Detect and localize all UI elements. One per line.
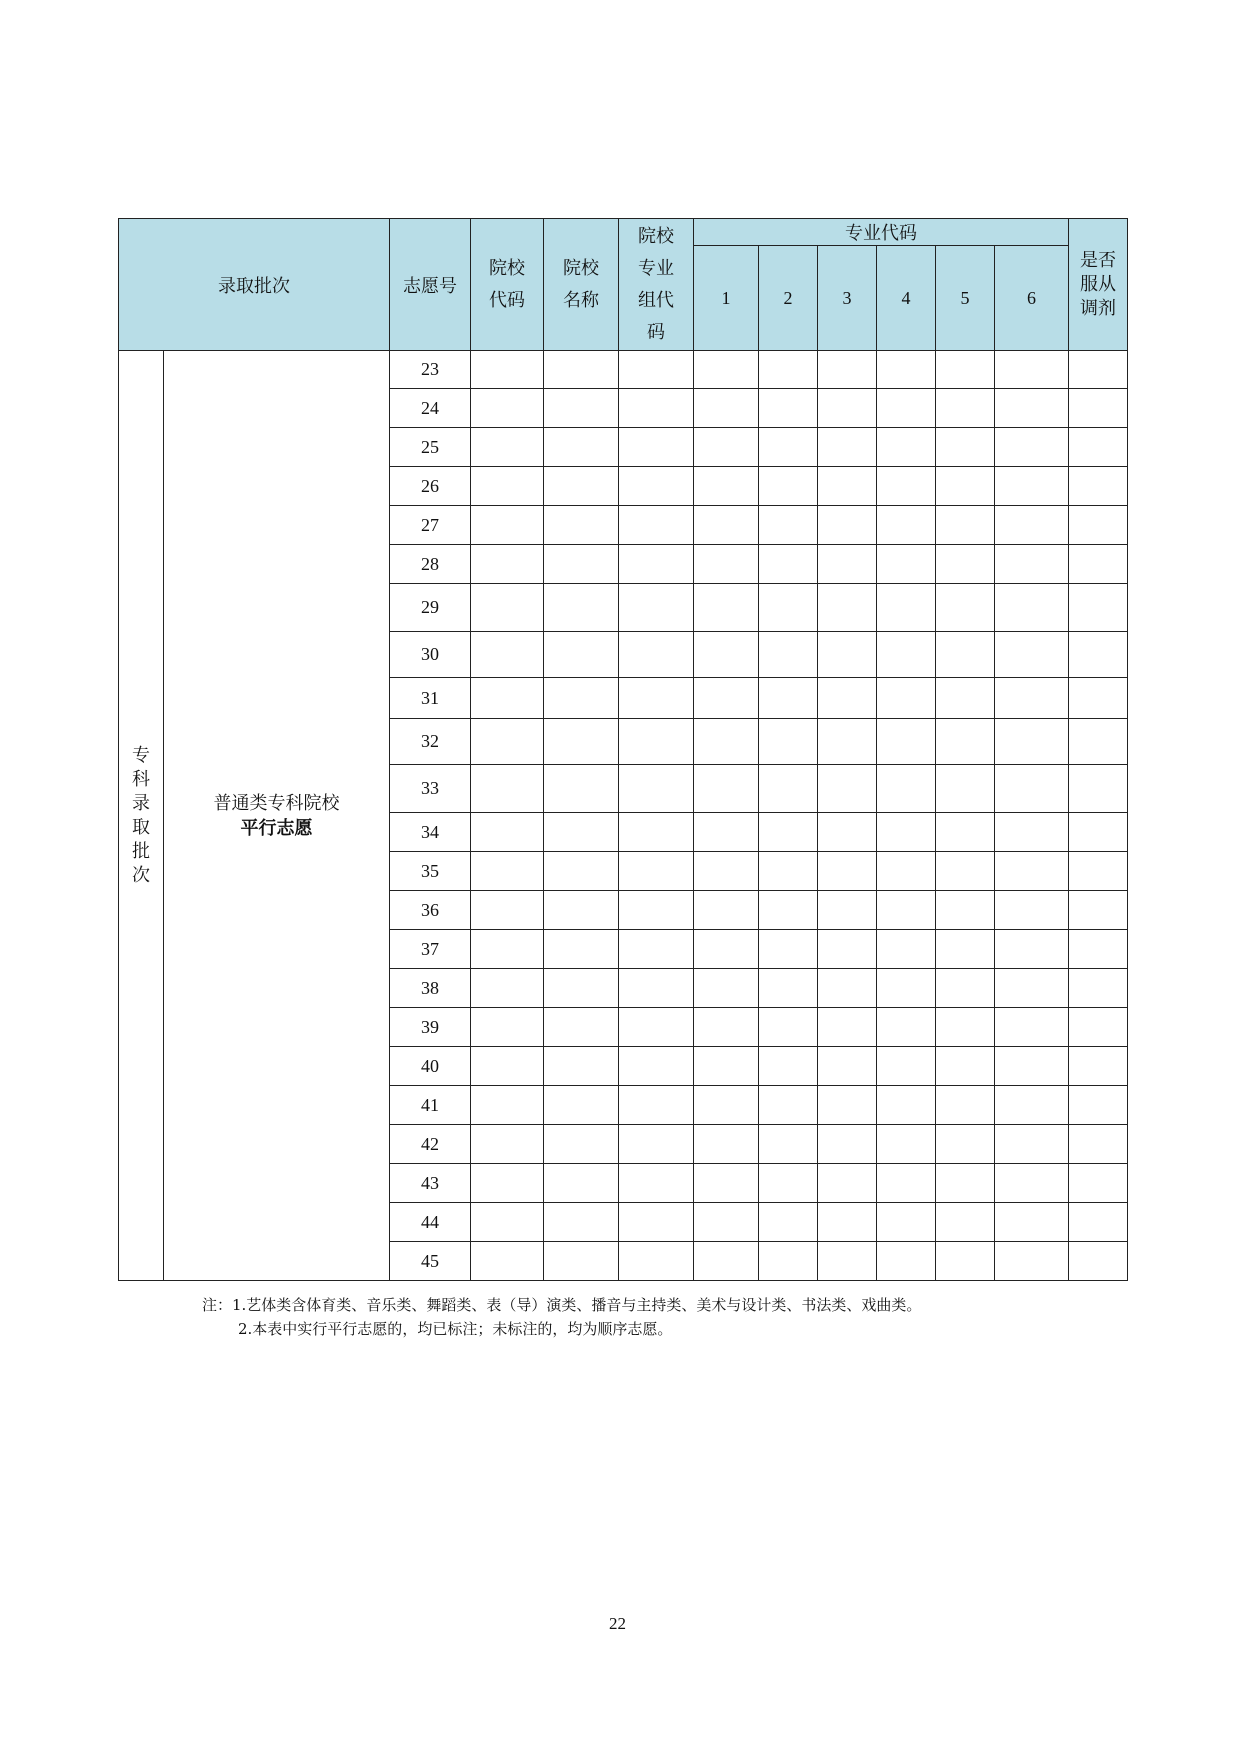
major-1-cell[interactable] <box>694 1164 759 1203</box>
adjust-cell[interactable] <box>1069 1047 1128 1086</box>
major-3-cell[interactable] <box>818 584 877 632</box>
adjust-cell[interactable] <box>1069 852 1128 891</box>
major-1-cell[interactable] <box>694 1203 759 1242</box>
major-2-cell[interactable] <box>759 428 818 467</box>
major-4-cell[interactable] <box>877 678 936 719</box>
major-5-cell[interactable] <box>936 719 995 765</box>
major-1-cell[interactable] <box>694 632 759 678</box>
major-6-cell[interactable] <box>995 891 1069 930</box>
header-major-col-5: 5 <box>936 246 995 351</box>
major-3-cell[interactable] <box>818 891 877 930</box>
header-major-col-4: 4 <box>877 246 936 351</box>
group-code-cell[interactable] <box>619 584 694 632</box>
major-2-cell[interactable] <box>759 678 818 719</box>
major-6-cell[interactable] <box>995 969 1069 1008</box>
major-4-cell[interactable] <box>877 584 936 632</box>
batch-label-char: 批 <box>132 840 150 862</box>
header-major-col-1: 1 <box>694 246 759 351</box>
major-4-cell[interactable] <box>877 389 936 428</box>
major-2-cell[interactable] <box>759 719 818 765</box>
header-school-name: 院校 名称 <box>544 219 619 351</box>
wish-number-cell: 29 <box>390 584 471 632</box>
major-3-cell[interactable] <box>818 852 877 891</box>
school-name-cell[interactable] <box>544 467 619 506</box>
group-code-cell[interactable] <box>619 545 694 584</box>
wish-number-cell: 35 <box>390 852 471 891</box>
wish-number-cell: 33 <box>390 765 471 813</box>
application-form-table <box>118 218 1128 1281</box>
school-code-cell[interactable] <box>471 351 544 389</box>
major-6-cell[interactable] <box>995 852 1069 891</box>
major-2-cell[interactable] <box>759 545 818 584</box>
school-code-cell[interactable] <box>471 1008 544 1047</box>
major-2-cell[interactable] <box>759 1047 818 1086</box>
major-2-cell[interactable] <box>759 765 818 813</box>
wish-number-cell: 30 <box>390 632 471 678</box>
major-5-cell[interactable] <box>936 852 995 891</box>
volunteer-group-label <box>164 351 390 1281</box>
major-2-cell[interactable] <box>759 969 818 1008</box>
adjust-cell[interactable] <box>1069 813 1128 852</box>
school-name-cell[interactable] <box>544 1086 619 1125</box>
adjust-cell[interactable] <box>1069 765 1128 813</box>
major-2-cell[interactable] <box>759 813 818 852</box>
wish-number-cell: 25 <box>390 428 471 467</box>
school-code-cell[interactable] <box>471 852 544 891</box>
school-name-cell[interactable] <box>544 930 619 969</box>
school-code-cell[interactable] <box>471 545 544 584</box>
school-name-cell[interactable] <box>544 1008 619 1047</box>
group-code-cell[interactable] <box>619 389 694 428</box>
major-3-cell[interactable] <box>818 506 877 545</box>
major-5-cell[interactable] <box>936 1086 995 1125</box>
major-6-cell[interactable] <box>995 1203 1069 1242</box>
major-5-cell[interactable] <box>936 1242 995 1281</box>
major-2-cell[interactable] <box>759 584 818 632</box>
major-2-cell[interactable] <box>759 1008 818 1047</box>
major-4-cell[interactable] <box>877 1047 936 1086</box>
school-code-cell[interactable] <box>471 1086 544 1125</box>
major-5-cell[interactable] <box>936 930 995 969</box>
adjust-cell[interactable] <box>1069 1203 1128 1242</box>
adjust-cell[interactable] <box>1069 632 1128 678</box>
group-code-cell[interactable] <box>619 1125 694 1164</box>
wish-number-cell: 26 <box>390 467 471 506</box>
major-4-cell[interactable] <box>877 891 936 930</box>
major-4-cell[interactable] <box>877 813 936 852</box>
major-1-cell[interactable] <box>694 1008 759 1047</box>
major-3-cell[interactable] <box>818 1203 877 1242</box>
school-code-cell[interactable] <box>471 506 544 545</box>
school-name-cell[interactable] <box>544 1164 619 1203</box>
volunteer-group-line-1: 普通类专科院校 <box>213 792 340 814</box>
major-5-cell[interactable] <box>936 1164 995 1203</box>
group-code-cell[interactable] <box>619 813 694 852</box>
wish-number-cell: 41 <box>390 1086 471 1125</box>
major-1-cell[interactable] <box>694 545 759 584</box>
major-6-cell[interactable] <box>995 428 1069 467</box>
school-code-cell[interactable] <box>471 891 544 930</box>
school-name-cell[interactable] <box>544 428 619 467</box>
major-6-cell[interactable] <box>995 678 1069 719</box>
school-name-cell[interactable] <box>544 1203 619 1242</box>
group-code-cell[interactable] <box>619 678 694 719</box>
major-2-cell[interactable] <box>759 1125 818 1164</box>
major-3-cell[interactable] <box>818 969 877 1008</box>
wish-number-cell: 34 <box>390 813 471 852</box>
school-code-cell[interactable] <box>471 969 544 1008</box>
major-4-cell[interactable] <box>877 1008 936 1047</box>
adjust-cell[interactable] <box>1069 351 1128 389</box>
major-3-cell[interactable] <box>818 1164 877 1203</box>
school-code-cell[interactable] <box>471 678 544 719</box>
school-name-cell[interactable] <box>544 584 619 632</box>
header-major-code: 专业代码 <box>694 219 1069 246</box>
major-4-cell[interactable] <box>877 1164 936 1203</box>
major-3-cell[interactable] <box>818 1008 877 1047</box>
notes <box>202 1293 921 1341</box>
adjust-cell[interactable] <box>1069 545 1128 584</box>
major-3-cell[interactable] <box>818 1086 877 1125</box>
major-5-cell[interactable] <box>936 1047 995 1086</box>
adjust-cell[interactable] <box>1069 1086 1128 1125</box>
note-line-2: 2.本表中实行平行志愿的，均已标注；未标注的，均为顺序志愿。 <box>238 1320 673 1338</box>
group-code-cell[interactable] <box>619 852 694 891</box>
group-code-cell[interactable] <box>619 1203 694 1242</box>
school-code-cell[interactable] <box>471 632 544 678</box>
adjust-cell[interactable] <box>1069 1164 1128 1203</box>
school-code-cell[interactable] <box>471 930 544 969</box>
adjust-cell[interactable] <box>1069 891 1128 930</box>
header-major-col-3: 3 <box>818 246 877 351</box>
major-2-cell[interactable] <box>759 1242 818 1281</box>
major-3-cell[interactable] <box>818 765 877 813</box>
group-code-cell[interactable] <box>619 1047 694 1086</box>
major-6-cell[interactable] <box>995 545 1069 584</box>
major-5-cell[interactable] <box>936 351 995 389</box>
major-1-cell[interactable] <box>694 852 759 891</box>
header-major-col-6: 6 <box>995 246 1069 351</box>
group-code-cell[interactable] <box>619 1086 694 1125</box>
wish-number-cell: 45 <box>390 1242 471 1281</box>
school-code-cell[interactable] <box>471 719 544 765</box>
group-code-cell[interactable] <box>619 1242 694 1281</box>
major-3-cell[interactable] <box>818 1242 877 1281</box>
major-6-cell[interactable] <box>995 632 1069 678</box>
major-3-cell[interactable] <box>818 632 877 678</box>
major-6-cell[interactable] <box>995 467 1069 506</box>
major-5-cell[interactable] <box>936 678 995 719</box>
major-1-cell[interactable] <box>694 428 759 467</box>
major-3-cell[interactable] <box>818 1125 877 1164</box>
major-5-cell[interactable] <box>936 891 995 930</box>
major-6-cell[interactable] <box>995 813 1069 852</box>
wish-number-cell: 32 <box>390 719 471 765</box>
batch-label-char: 科 <box>132 768 150 790</box>
school-code-cell[interactable] <box>471 1242 544 1281</box>
school-code-cell[interactable] <box>471 428 544 467</box>
group-code-cell[interactable] <box>619 467 694 506</box>
school-code-cell[interactable] <box>471 1125 544 1164</box>
major-5-cell[interactable] <box>936 813 995 852</box>
major-2-cell[interactable] <box>759 1086 818 1125</box>
major-6-cell[interactable] <box>995 1242 1069 1281</box>
major-5-cell[interactable] <box>936 506 995 545</box>
major-2-cell[interactable] <box>759 1203 818 1242</box>
major-4-cell[interactable] <box>877 428 936 467</box>
major-5-cell[interactable] <box>936 467 995 506</box>
school-name-cell[interactable] <box>544 719 619 765</box>
major-1-cell[interactable] <box>694 351 759 389</box>
major-3-cell[interactable] <box>818 930 877 969</box>
major-3-cell[interactable] <box>818 351 877 389</box>
page-number: 22 <box>609 1614 626 1633</box>
group-code-cell[interactable] <box>619 428 694 467</box>
major-2-cell[interactable] <box>759 351 818 389</box>
major-4-cell[interactable] <box>877 1203 936 1242</box>
group-code-cell[interactable] <box>619 930 694 969</box>
adjust-cell[interactable] <box>1069 1008 1128 1047</box>
major-6-cell[interactable] <box>995 1008 1069 1047</box>
major-1-cell[interactable] <box>694 678 759 719</box>
school-name-cell[interactable] <box>544 545 619 584</box>
adjust-cell[interactable] <box>1069 678 1128 719</box>
school-name-cell[interactable] <box>544 1242 619 1281</box>
major-4-cell[interactable] <box>877 719 936 765</box>
header-school-code: 院校 代码 <box>471 219 544 351</box>
school-code-cell[interactable] <box>471 584 544 632</box>
school-name-cell[interactable] <box>544 678 619 719</box>
major-5-cell[interactable] <box>936 428 995 467</box>
wish-number-cell: 27 <box>390 506 471 545</box>
major-2-cell[interactable] <box>759 852 818 891</box>
major-5-cell[interactable] <box>936 765 995 813</box>
major-2-cell[interactable] <box>759 467 818 506</box>
school-code-cell[interactable] <box>471 1203 544 1242</box>
major-2-cell[interactable] <box>759 1164 818 1203</box>
major-2-cell[interactable] <box>759 632 818 678</box>
volunteer-group-line-2: 平行志愿 <box>240 817 313 839</box>
batch-label-char: 录 <box>132 792 150 814</box>
adjust-cell[interactable] <box>1069 1242 1128 1281</box>
school-name-cell[interactable] <box>544 891 619 930</box>
school-name-cell[interactable] <box>544 1125 619 1164</box>
major-6-cell[interactable] <box>995 351 1069 389</box>
school-name-cell[interactable] <box>544 632 619 678</box>
major-6-cell[interactable] <box>995 765 1069 813</box>
major-1-cell[interactable] <box>694 765 759 813</box>
wish-number-cell: 42 <box>390 1125 471 1164</box>
school-code-cell[interactable] <box>471 467 544 506</box>
major-3-cell[interactable] <box>818 719 877 765</box>
adjust-cell[interactable] <box>1069 506 1128 545</box>
school-code-cell[interactable] <box>471 389 544 428</box>
wish-number-cell: 24 <box>390 389 471 428</box>
group-code-cell[interactable] <box>619 969 694 1008</box>
major-1-cell[interactable] <box>694 506 759 545</box>
adjust-cell[interactable] <box>1069 930 1128 969</box>
major-5-cell[interactable] <box>936 584 995 632</box>
school-name-cell[interactable] <box>544 852 619 891</box>
school-name-cell[interactable] <box>544 813 619 852</box>
header-group-code: 院校 专业 组代 码 <box>619 219 694 351</box>
major-5-cell[interactable] <box>936 969 995 1008</box>
major-4-cell[interactable] <box>877 1125 936 1164</box>
major-6-cell[interactable] <box>995 389 1069 428</box>
major-4-cell[interactable] <box>877 467 936 506</box>
batch-label <box>119 351 164 1281</box>
major-6-cell[interactable] <box>995 719 1069 765</box>
major-4-cell[interactable] <box>877 1242 936 1281</box>
major-6-cell[interactable] <box>995 930 1069 969</box>
major-2-cell[interactable] <box>759 389 818 428</box>
adjust-cell[interactable] <box>1069 969 1128 1008</box>
adjust-cell[interactable] <box>1069 584 1128 632</box>
major-1-cell[interactable] <box>694 813 759 852</box>
school-name-cell[interactable] <box>544 351 619 389</box>
major-2-cell[interactable] <box>759 930 818 969</box>
school-name-cell[interactable] <box>544 389 619 428</box>
school-code-cell[interactable] <box>471 1047 544 1086</box>
major-5-cell[interactable] <box>936 1008 995 1047</box>
group-code-cell[interactable] <box>619 632 694 678</box>
major-3-cell[interactable] <box>818 813 877 852</box>
wish-number-cell: 38 <box>390 969 471 1008</box>
wish-number-cell: 36 <box>390 891 471 930</box>
school-name-cell[interactable] <box>544 1047 619 1086</box>
major-6-cell[interactable] <box>995 1164 1069 1203</box>
major-1-cell[interactable] <box>694 1242 759 1281</box>
major-4-cell[interactable] <box>877 1086 936 1125</box>
major-6-cell[interactable] <box>995 584 1069 632</box>
batch-label-char: 次 <box>132 864 150 886</box>
wish-number-cell: 44 <box>390 1203 471 1242</box>
major-4-cell[interactable] <box>877 969 936 1008</box>
header-major-col-2: 2 <box>759 246 818 351</box>
major-4-cell[interactable] <box>877 506 936 545</box>
group-code-cell[interactable] <box>619 506 694 545</box>
major-4-cell[interactable] <box>877 852 936 891</box>
major-5-cell[interactable] <box>936 632 995 678</box>
wish-number-cell: 39 <box>390 1008 471 1047</box>
school-code-cell[interactable] <box>471 765 544 813</box>
group-code-cell[interactable] <box>619 891 694 930</box>
major-1-cell[interactable] <box>694 930 759 969</box>
major-1-cell[interactable] <box>694 1086 759 1125</box>
major-1-cell[interactable] <box>694 1125 759 1164</box>
major-1-cell[interactable] <box>694 584 759 632</box>
school-name-cell[interactable] <box>544 765 619 813</box>
group-code-cell[interactable] <box>619 765 694 813</box>
batch-label-char: 取 <box>132 816 150 838</box>
school-name-cell[interactable] <box>544 506 619 545</box>
major-2-cell[interactable] <box>759 891 818 930</box>
group-code-cell[interactable] <box>619 1008 694 1047</box>
major-1-cell[interactable] <box>694 389 759 428</box>
major-1-cell[interactable] <box>694 467 759 506</box>
major-2-cell[interactable] <box>759 506 818 545</box>
major-6-cell[interactable] <box>995 1086 1069 1125</box>
batch-label-char: 专 <box>132 744 150 766</box>
major-4-cell[interactable] <box>877 930 936 969</box>
major-5-cell[interactable] <box>936 389 995 428</box>
major-3-cell[interactable] <box>818 467 877 506</box>
major-3-cell[interactable] <box>818 545 877 584</box>
major-3-cell[interactable] <box>818 678 877 719</box>
major-6-cell[interactable] <box>995 1125 1069 1164</box>
major-4-cell[interactable] <box>877 545 936 584</box>
wish-number-cell: 28 <box>390 545 471 584</box>
major-5-cell[interactable] <box>936 1125 995 1164</box>
header-wish-no: 志愿号 <box>390 219 471 351</box>
major-1-cell[interactable] <box>694 891 759 930</box>
major-1-cell[interactable] <box>694 1047 759 1086</box>
major-6-cell[interactable] <box>995 1047 1069 1086</box>
group-code-cell[interactable] <box>619 351 694 389</box>
major-5-cell[interactable] <box>936 1203 995 1242</box>
school-code-cell[interactable] <box>471 813 544 852</box>
major-4-cell[interactable] <box>877 351 936 389</box>
wish-number-cell: 31 <box>390 678 471 719</box>
adjust-cell[interactable] <box>1069 467 1128 506</box>
adjust-cell[interactable] <box>1069 1125 1128 1164</box>
school-code-cell[interactable] <box>471 1164 544 1203</box>
major-4-cell[interactable] <box>877 765 936 813</box>
wish-number-cell: 23 <box>390 351 471 389</box>
header-adjust: 是否 服从 调剂 <box>1069 219 1128 351</box>
major-6-cell[interactable] <box>995 506 1069 545</box>
adjust-cell[interactable] <box>1069 389 1128 428</box>
table-body <box>119 351 1128 1281</box>
major-3-cell[interactable] <box>818 389 877 428</box>
group-code-cell[interactable] <box>619 719 694 765</box>
adjust-cell[interactable] <box>1069 428 1128 467</box>
table-row <box>119 351 1128 389</box>
major-5-cell[interactable] <box>936 545 995 584</box>
major-3-cell[interactable] <box>818 428 877 467</box>
major-4-cell[interactable] <box>877 632 936 678</box>
header-batch: 录取批次 <box>119 219 390 351</box>
adjust-cell[interactable] <box>1069 719 1128 765</box>
wish-number-cell: 40 <box>390 1047 471 1086</box>
major-3-cell[interactable] <box>818 1047 877 1086</box>
note-line-1: 注：1.艺体类含体育类、音乐类、舞蹈类、表（导）演类、播音与主持类、美术与设计类、书法类、戏曲类。 <box>202 1296 922 1314</box>
major-1-cell[interactable] <box>694 719 759 765</box>
wish-number-cell: 37 <box>390 930 471 969</box>
wish-number-cell: 43 <box>390 1164 471 1203</box>
school-name-cell[interactable] <box>544 969 619 1008</box>
group-code-cell[interactable] <box>619 1164 694 1203</box>
major-1-cell[interactable] <box>694 969 759 1008</box>
